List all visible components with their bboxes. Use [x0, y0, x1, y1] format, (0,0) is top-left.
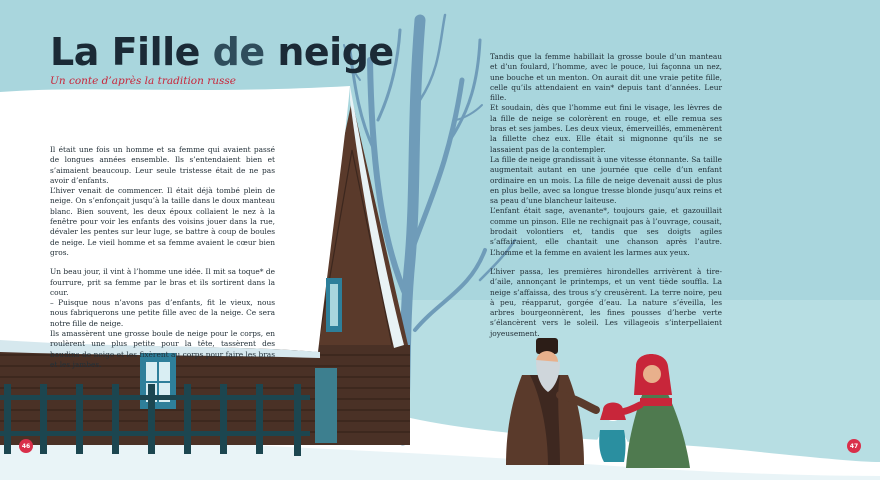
paragraph: L’hiver venait de commencer. Il était déjà tombé plein de neige. On s’enfonçait jusqu’à la taille dans le doux manteau blanc. Bien souvent, les deux époux collaient le nez à la fenêtre pour voir les enfants des voisins jouer dans la rue, dévaler les pentes sur leur luge, se battre à coup de boules de neige. Le vieil homme et sa femme avaient le cœur bien gros. — [50, 186, 275, 257]
paragraph: – Puisque nous n’avons pas d’enfants, fit le vieux, nous nous fabriquerons une petite fille avec de la neige. Ce sera notre fille de neige. — [50, 298, 275, 328]
left-text-column — [50, 145, 275, 370]
page-title — [50, 30, 394, 74]
paragraph: Ils amassèrent une grosse boule de neige pour le corps, en roulèrent une plus petite pour la tête, tassèrent des boudins de neige et les fixèrent au corps pour faire les bras et les jambes. — [50, 329, 275, 369]
house-door — [315, 368, 337, 443]
paragraph: Un beau jour, il vint à l’homme une idée. Il mit sa toque* de fourrure, prit sa femme par le bras et ils sortirent dans la cour. — [50, 267, 275, 297]
right-text-column — [490, 52, 722, 339]
title-word-2: de — [212, 30, 265, 74]
page-number-right: 47 — [847, 439, 861, 453]
paragraph: Il était une fois un homme et sa femme qui avaient passé de longues années ensemble. Ils s’entendaient bien et s’aimaient beaucoup. Leur seule tristesse était de ne pas avoir d’enfants. — [50, 145, 275, 185]
page-number-left: 46 — [19, 439, 33, 453]
title-word-1: La Fille — [50, 30, 200, 74]
paragraph: Et soudain, dès que l’homme eut fini le visage, les lèvres de la fille de neige se colorèrent en rouge, et elle remua ses bras et ses jambes. Les deux vieux, émerveillés, emmenèrent la fillette chez eux. Elle était si mignonne qu’ils ne se lassaient pas de la contempler. — [490, 103, 722, 154]
paragraph: L’hiver passa, les premières hirondelles arrivèrent à tire-d’aile, annonçant le printemps, et un vent tiède souffla. La neige s’affaissa, des trous s’y creusèrent. La terre noire, peu à peu, réapparut, gorgée d’eau. La nature s’éveilla, les arbres bourgeonnèrent, les fines pousses d’herbe verte s’élancèrent vers le soleil. Les villageois s’interpellaient joyeusement. — [490, 266, 722, 338]
title-word-3: neige — [277, 30, 394, 74]
paragraph: L’enfant était sage, avenante*, toujours gaie, et gazouillait comme un pinson. Elle ne rechignait pas à l’ouvrage, cousait, brodait volontiers et, tandis que ses doigts agiles s’affairaient, elle chantait une chanson après l’autre. L’homme et la femme en avaient les larmes aux yeux. — [490, 206, 722, 257]
paragraph: Tandis que la femme habillait la grosse boule d’un manteau et d’un foulard, l’homme, avec le pouce, lui façonna un nez, une bouche et un menton. On aurait dit une vraie petite fille, celle qu’ils attendaient en vain* depuis tant d’années. Leur fille. — [490, 52, 722, 103]
paragraph: La fille de neige grandissait à une vitesse étonnante. Sa taille augmentait autant en une journée que celle d’un enfant ordinaire en un mois. La fille de neige devenait aussi de plus en plus belle, avec sa longue tresse blonde jusqu’aux reins et sa peau d’une blancheur laiteuse. — [490, 154, 722, 206]
subtitle: Un conte d’après la tradition russe — [50, 75, 236, 87]
